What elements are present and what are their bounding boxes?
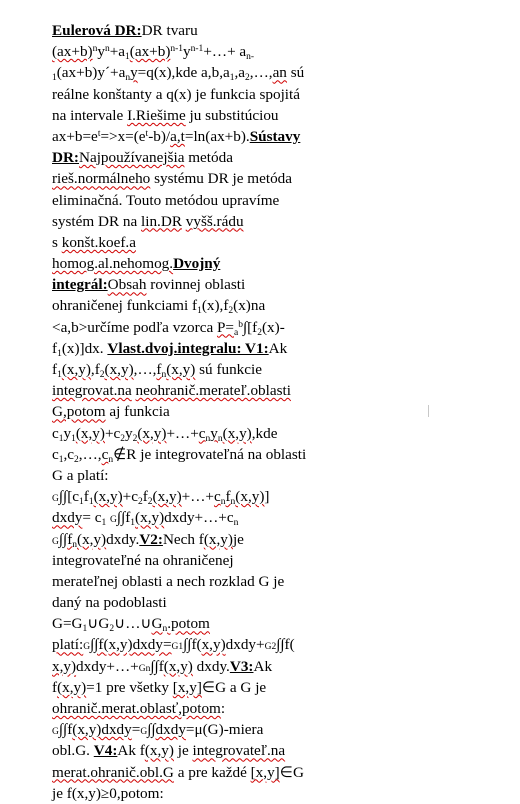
text-line	[52, 147, 355, 168]
section-heading: Vlast.dvoj.integralu: V1:	[107, 339, 269, 357]
section-heading: V3:	[229, 657, 254, 675]
text-run: t	[145, 128, 149, 139]
text-line	[52, 783, 355, 804]
text-run: platí:	[52, 636, 84, 654]
text-line	[52, 126, 355, 147]
text-run: systém DR na	[52, 212, 142, 230]
text-run: n	[162, 624, 168, 635]
text-run: b	[238, 319, 243, 330]
text-line	[52, 295, 355, 316]
section-heading: Sústavy	[249, 127, 301, 145]
text-run: (x,y)	[104, 361, 134, 378]
text-run: je f(x,y)≥0,potom:	[52, 784, 164, 802]
text-line	[52, 359, 355, 380]
text-run: ,f	[90, 361, 100, 378]
text-run: (x,y)	[166, 361, 196, 378]
text-run: vyšš.rádu	[185, 212, 244, 230]
text-run: G	[110, 515, 117, 526]
text-run: ∫[f	[242, 318, 258, 336]
text-run: ∫∫f(	[276, 636, 295, 654]
document-body	[52, 20, 355, 804]
text-line	[52, 317, 355, 338]
text-line	[52, 253, 355, 274]
text-run: ∫∫	[58, 530, 68, 548]
text-run: ,kde	[251, 424, 278, 442]
text-run: ∪…∪	[114, 615, 152, 633]
text-run: a	[234, 327, 239, 338]
text-run: ∫∫[c	[58, 488, 79, 506]
text-run: (x),f	[201, 297, 229, 315]
text-run: ax+b=e	[52, 127, 98, 145]
text-run: (ax+b)	[129, 43, 171, 61]
text-run: ,…,	[133, 361, 157, 378]
text-run: x,y)dxdy=	[108, 636, 172, 654]
text-run: daný na podoblasti	[52, 594, 167, 612]
text-run: (x,y)dxdy	[72, 721, 132, 739]
text-line	[52, 550, 355, 571]
text-run: (x,y)	[77, 530, 107, 548]
text-run: [x,y]	[250, 763, 280, 781]
text-run: ,…,	[78, 445, 102, 463]
text-run: y	[125, 424, 133, 442]
section-heading: V4:	[93, 742, 118, 760]
text-run: t	[97, 128, 101, 139]
text-run: a pre každé	[173, 763, 251, 781]
text-run: n	[217, 433, 223, 444]
text-run: 1	[58, 433, 64, 444]
text-run: ∪G	[87, 615, 110, 633]
text-run: merateľnej oblasti a nech rozklad G je	[52, 572, 285, 590]
text-run: systému DR je metóda	[150, 170, 293, 188]
text-run: G	[83, 642, 91, 653]
text-run: G	[151, 615, 163, 633]
text-run: n	[161, 370, 167, 380]
text-run: I.Riešime	[127, 106, 186, 124]
text-line	[52, 507, 355, 528]
text-run: eliminačná. Touto metódou upravíme	[52, 191, 280, 209]
text-run: G	[52, 727, 59, 738]
text-line	[52, 338, 355, 359]
text-run: 2	[228, 306, 234, 317]
text-line	[52, 20, 355, 41]
text-run: dxdy	[52, 509, 83, 527]
text-run: ohranič.merat.oblasť,potom	[52, 700, 221, 717]
text-line	[52, 423, 355, 444]
text-line	[52, 274, 355, 295]
text-run: 1	[197, 306, 202, 317]
text-run: G	[52, 494, 59, 505]
text-run: (x,y)	[152, 488, 182, 506]
text-line	[52, 486, 355, 507]
text-run: P=	[216, 318, 234, 336]
text-run: (x,y)	[235, 488, 265, 506]
text-run: 2	[132, 433, 138, 444]
text-run: +…+	[166, 424, 199, 442]
text-run: (ax+b)y´+a	[56, 64, 126, 82]
text-run: neohranič.merateľ.oblasti	[135, 382, 291, 400]
text-run: konšt.koef.a	[61, 233, 136, 251]
text-run: 2	[74, 454, 79, 465]
section-heading: integrál:	[52, 276, 108, 294]
text-run: rovinnej oblasti	[146, 276, 246, 294]
text-run: (x,y)	[135, 509, 165, 527]
text-run: lin.DR	[141, 212, 182, 230]
text-run: ∈G	[279, 763, 304, 781]
text-run: ,a	[234, 64, 246, 82]
text-run: =q(x),kde a,b,a	[137, 64, 230, 82]
text-run: 1	[88, 497, 94, 508]
text-run: (x,y)	[222, 424, 252, 442]
text-line	[52, 719, 355, 740]
text-run: =μ(G)-miera	[185, 721, 264, 739]
text-run: 1	[57, 348, 62, 359]
text-run: n	[233, 518, 239, 529]
text-run: obl.G.	[52, 742, 94, 760]
text-run: Najpoužívanejšia	[79, 149, 185, 167]
text-run: f	[142, 488, 148, 506]
text-run: sú	[286, 64, 305, 82]
text-run: Obsah	[107, 276, 147, 294]
text-run: f	[52, 339, 58, 357]
text-run: (x)na	[233, 297, 266, 315]
text-run: f	[225, 488, 231, 506]
text-run: dxdy+	[225, 636, 265, 654]
text-line	[52, 571, 355, 592]
text-run: .potom	[167, 615, 210, 633]
text-run: 1	[71, 433, 76, 444]
text-run: merat.ohranič.obl.G	[52, 763, 174, 781]
text-run: G2	[264, 642, 277, 653]
text-run: 1	[101, 518, 107, 529]
text-line	[52, 105, 355, 126]
text-run: rieš.normálneho	[52, 170, 151, 188]
text-run: 1	[52, 73, 57, 84]
text-line	[52, 444, 355, 465]
text-run: =ln(ax+b).	[184, 127, 250, 145]
text-run: f	[52, 361, 58, 378]
text-run: (x)]dx.	[61, 339, 108, 357]
text-run: dxdy	[155, 721, 186, 739]
text-run: y	[210, 424, 218, 442]
text-run: =	[131, 721, 141, 739]
stray-mark	[428, 405, 429, 417]
text-run: je	[232, 530, 244, 548]
text-run: 2	[257, 327, 262, 338]
text-run: 1	[58, 454, 64, 465]
text-line	[52, 41, 355, 62]
text-run: +…+ a	[203, 43, 247, 61]
text-run: integrovateľ.na	[192, 742, 286, 760]
text-run: n	[125, 73, 131, 84]
text-run: Ak f	[117, 742, 145, 760]
section-heading: DR:	[52, 149, 79, 167]
text-run: -b)/	[148, 127, 171, 145]
text-run: 1	[57, 370, 62, 380]
text-line	[52, 592, 355, 613]
text-run: integrovateľné na ohraničenej	[52, 551, 234, 569]
text-run: ju substitúciou	[185, 106, 279, 124]
text-run: ]	[264, 488, 270, 506]
text-run: n-1	[190, 44, 204, 55]
text-run: ohraničenej funkciami f	[52, 297, 198, 315]
text-run: n-1	[170, 44, 184, 55]
text-run: ∫∫f	[116, 509, 131, 527]
text-line	[52, 677, 355, 698]
text-run: dxdy.	[106, 530, 140, 548]
text-run: G	[52, 536, 59, 547]
text-run: f	[156, 361, 162, 378]
text-run: f	[67, 530, 73, 548]
text-run: Ak	[253, 657, 273, 675]
text-line	[52, 740, 355, 761]
text-run: aj funkcia	[105, 403, 170, 421]
text-run: f	[83, 488, 89, 506]
text-line	[52, 656, 355, 677]
text-line	[52, 613, 355, 634]
text-run: ∫∫f(	[90, 636, 109, 654]
section-heading: V2:	[139, 530, 163, 548]
text-run: n	[72, 539, 78, 550]
text-line	[52, 634, 355, 655]
text-run: na intervale	[52, 106, 128, 124]
text-run: 2	[109, 624, 115, 635]
text-run: x,y)	[201, 636, 226, 654]
text-run: (x,y)	[203, 530, 233, 548]
text-run: integrovat.na	[52, 382, 132, 400]
text-run: +c	[104, 424, 121, 442]
text-run: G1	[171, 642, 184, 653]
text-run: (x,y)	[137, 424, 167, 442]
text-line	[52, 168, 355, 189]
text-run: y	[97, 43, 105, 61]
text-run: ∈G a G je	[201, 678, 267, 696]
text-run: :	[220, 700, 226, 717]
text-run: reálne konštanty a q(x) je funkcia spojitá	[52, 85, 300, 103]
text-run: c	[52, 424, 59, 442]
text-run: ∫∫f	[150, 657, 164, 675]
text-run: G a platí:	[52, 466, 109, 484]
text-run: G,potom	[52, 403, 106, 421]
text-line	[52, 380, 355, 401]
text-line	[52, 84, 355, 105]
text-run: G=G	[52, 615, 83, 633]
text-run: ∫∫	[147, 721, 156, 739]
section-heading: Dvojný	[173, 255, 221, 273]
text-run: (x,y)	[144, 742, 174, 760]
text-run: 1	[229, 73, 235, 84]
section-heading: Eulerová DR:	[52, 22, 142, 39]
text-run: f	[52, 678, 58, 696]
text-run: a,t	[170, 127, 185, 145]
text-run: c	[101, 445, 109, 463]
text-run: n	[205, 433, 211, 444]
text-run: 1	[82, 624, 88, 635]
text-run: +a	[109, 43, 126, 61]
text-line	[52, 529, 355, 550]
text-run: y	[130, 64, 138, 82]
text-run: ∫∫f(	[183, 636, 202, 654]
text-run: (x,y)	[61, 361, 91, 378]
text-run: 2	[147, 497, 153, 508]
text-run: ∫∫f	[58, 721, 73, 739]
text-line	[52, 401, 355, 422]
text-run: je	[173, 742, 193, 760]
text-run: DR tvaru	[141, 22, 198, 39]
text-run: dxdy+…+c	[164, 509, 234, 527]
text-run: G	[140, 727, 148, 738]
text-run: (x)-	[262, 318, 285, 336]
text-run: c	[52, 445, 59, 463]
text-run: (x,y)	[163, 657, 193, 675]
text-run: (x,y)	[57, 678, 87, 696]
text-line	[52, 211, 355, 232]
text-run: (x,y)	[93, 488, 123, 506]
text-run: c	[213, 488, 221, 506]
text-run: y	[63, 424, 72, 442]
text-run: x,y)	[52, 657, 77, 675]
text-run: Nech f	[162, 530, 204, 548]
text-run: an	[272, 64, 287, 82]
text-run: =1 pre všetky	[86, 678, 173, 696]
text-run: 1	[79, 497, 84, 508]
text-run: 1	[125, 52, 130, 63]
text-line	[52, 62, 355, 83]
text-run: 2	[99, 370, 105, 380]
text-run: ,c	[63, 445, 75, 463]
text-run: n	[104, 44, 110, 55]
text-run: n-	[246, 52, 255, 63]
text-run: y	[183, 43, 191, 61]
text-run: +c	[122, 488, 138, 506]
text-run: ∉R je integrovateľná na oblasti	[113, 445, 307, 463]
text-line	[52, 465, 355, 486]
text-run: Ak	[268, 339, 288, 357]
text-run: (ax+b)	[52, 43, 93, 61]
text-run: +…+	[181, 488, 214, 506]
text-run: n	[230, 497, 236, 508]
text-run: Gn	[138, 663, 151, 674]
text-run: dxdy.	[192, 657, 230, 675]
text-run: <a,b>určíme podľa vzorca	[52, 318, 217, 336]
text-run: =>x=(e	[100, 127, 146, 145]
text-run: sú funkcie	[195, 361, 262, 378]
text-run: ,…,	[249, 64, 273, 82]
text-run: s	[52, 233, 62, 251]
text-line	[52, 232, 355, 253]
text-run: n	[220, 497, 226, 508]
text-run: = c	[82, 509, 102, 527]
text-line	[52, 762, 355, 783]
text-line	[52, 190, 355, 211]
text-run: (x,y)	[75, 424, 105, 442]
text-line	[52, 698, 355, 719]
text-run: 2	[137, 497, 143, 508]
text-run: c	[198, 424, 206, 442]
text-run: dxdy+…+	[76, 657, 139, 675]
text-run: homog.al.nehomog.	[52, 255, 174, 273]
text-run: n	[92, 44, 98, 55]
text-run: metóda	[184, 149, 233, 167]
text-run: 2	[120, 433, 126, 444]
text-run: [x,y]	[172, 678, 202, 696]
text-run: 2	[245, 73, 250, 84]
text-run: 1	[130, 518, 136, 529]
text-run: n	[108, 454, 114, 465]
